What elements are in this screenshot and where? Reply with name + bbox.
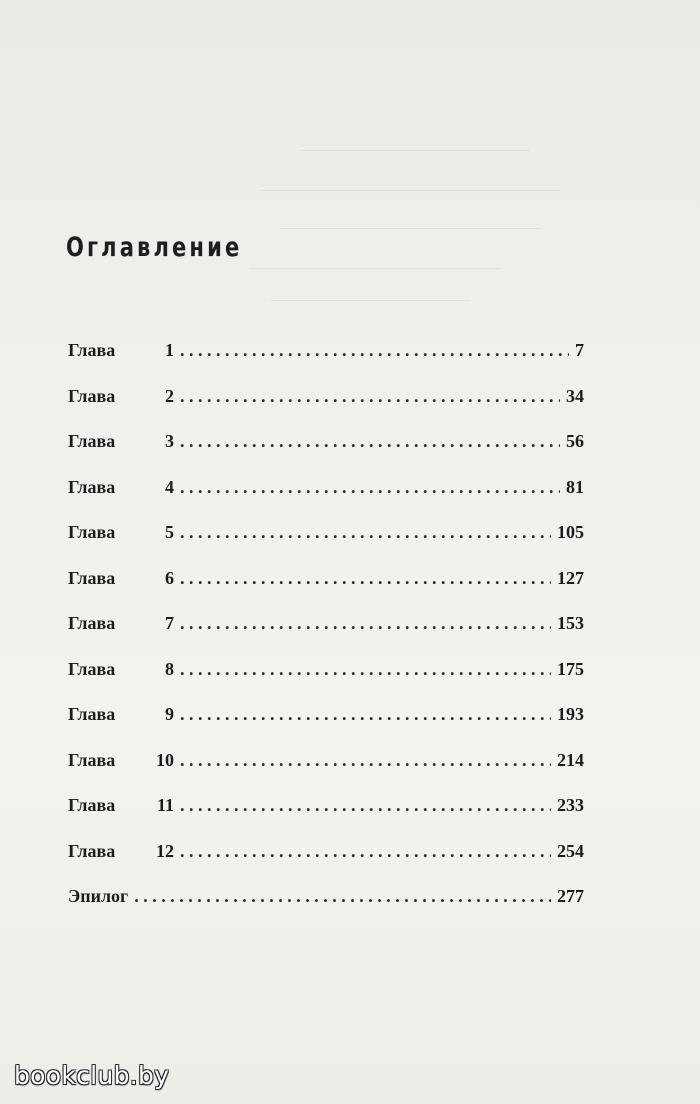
entry-number: 12	[156, 840, 174, 861]
dot-leader	[180, 431, 560, 452]
toc-entry	[68, 340, 584, 386]
toc-entry	[68, 659, 584, 705]
entry-label: Глава	[68, 385, 116, 406]
entry-page-number: 127	[557, 567, 584, 588]
dot-leader	[180, 795, 551, 816]
toc-entry	[68, 477, 584, 523]
dot-leader	[180, 568, 551, 589]
entry-page-number: 153	[557, 613, 584, 633]
entry-page-number: 105	[557, 522, 584, 542]
entry-number: 11	[156, 795, 174, 815]
entry-label: Глава	[68, 567, 116, 588]
dot-leader	[180, 659, 551, 680]
toc-entry	[68, 750, 584, 796]
entry-page-number: 175	[557, 658, 584, 679]
entry-label: Глава	[68, 613, 116, 633]
entry-page-number: 56	[566, 431, 584, 451]
table-of-contents	[68, 340, 584, 932]
dot-leader	[180, 386, 560, 407]
entry-label: Глава	[68, 749, 116, 770]
entry-label: Эпилог	[68, 886, 129, 906]
dot-leader	[180, 522, 551, 543]
toc-entry	[68, 613, 584, 659]
toc-entry	[68, 795, 584, 841]
entry-number: 2	[165, 385, 174, 406]
entry-label: Глава	[68, 340, 116, 360]
entry-label: Глава	[68, 476, 116, 497]
entry-number: 10	[156, 749, 174, 770]
entry-page-number: 254	[557, 840, 584, 861]
entry-number: 3	[165, 431, 174, 451]
toc-entry	[68, 386, 584, 432]
entry-label: Глава	[68, 522, 116, 542]
toc-entry	[68, 704, 584, 750]
entry-page-number: 34	[566, 385, 584, 406]
toc-entry	[68, 431, 584, 477]
dot-leader	[180, 841, 551, 862]
entry-page-number: 81	[566, 476, 584, 497]
page-title: Оглавление	[66, 232, 243, 263]
entry-number: 4	[165, 476, 174, 497]
entry-number: 1	[165, 340, 174, 360]
entry-page-number: 233	[557, 795, 584, 815]
entry-label: Глава	[68, 704, 116, 724]
toc-entry-epilogue	[68, 886, 584, 932]
entry-label: Глава	[68, 840, 116, 861]
entry-number: 9	[165, 704, 174, 724]
dot-leader	[134, 886, 551, 907]
entry-number: 5	[165, 522, 174, 542]
toc-entry	[68, 568, 584, 614]
dot-leader	[180, 704, 551, 725]
entry-number: 8	[165, 658, 174, 679]
entry-number: 6	[165, 567, 174, 588]
dot-leader	[180, 477, 560, 498]
toc-entry	[68, 841, 584, 887]
entry-page-number: 277	[557, 886, 584, 906]
dot-leader	[180, 750, 551, 771]
entry-page-number: 7	[575, 340, 584, 360]
entry-page-number: 214	[557, 749, 584, 770]
watermark: bookclub.by	[14, 1061, 170, 1090]
dot-leader	[180, 340, 569, 361]
entry-label: Глава	[68, 795, 116, 815]
entry-label: Глава	[68, 431, 116, 451]
entry-page-number: 193	[557, 704, 584, 724]
entry-label: Глава	[68, 658, 116, 679]
toc-entry	[68, 522, 584, 568]
dot-leader	[180, 613, 551, 634]
entry-number: 7	[165, 613, 174, 633]
